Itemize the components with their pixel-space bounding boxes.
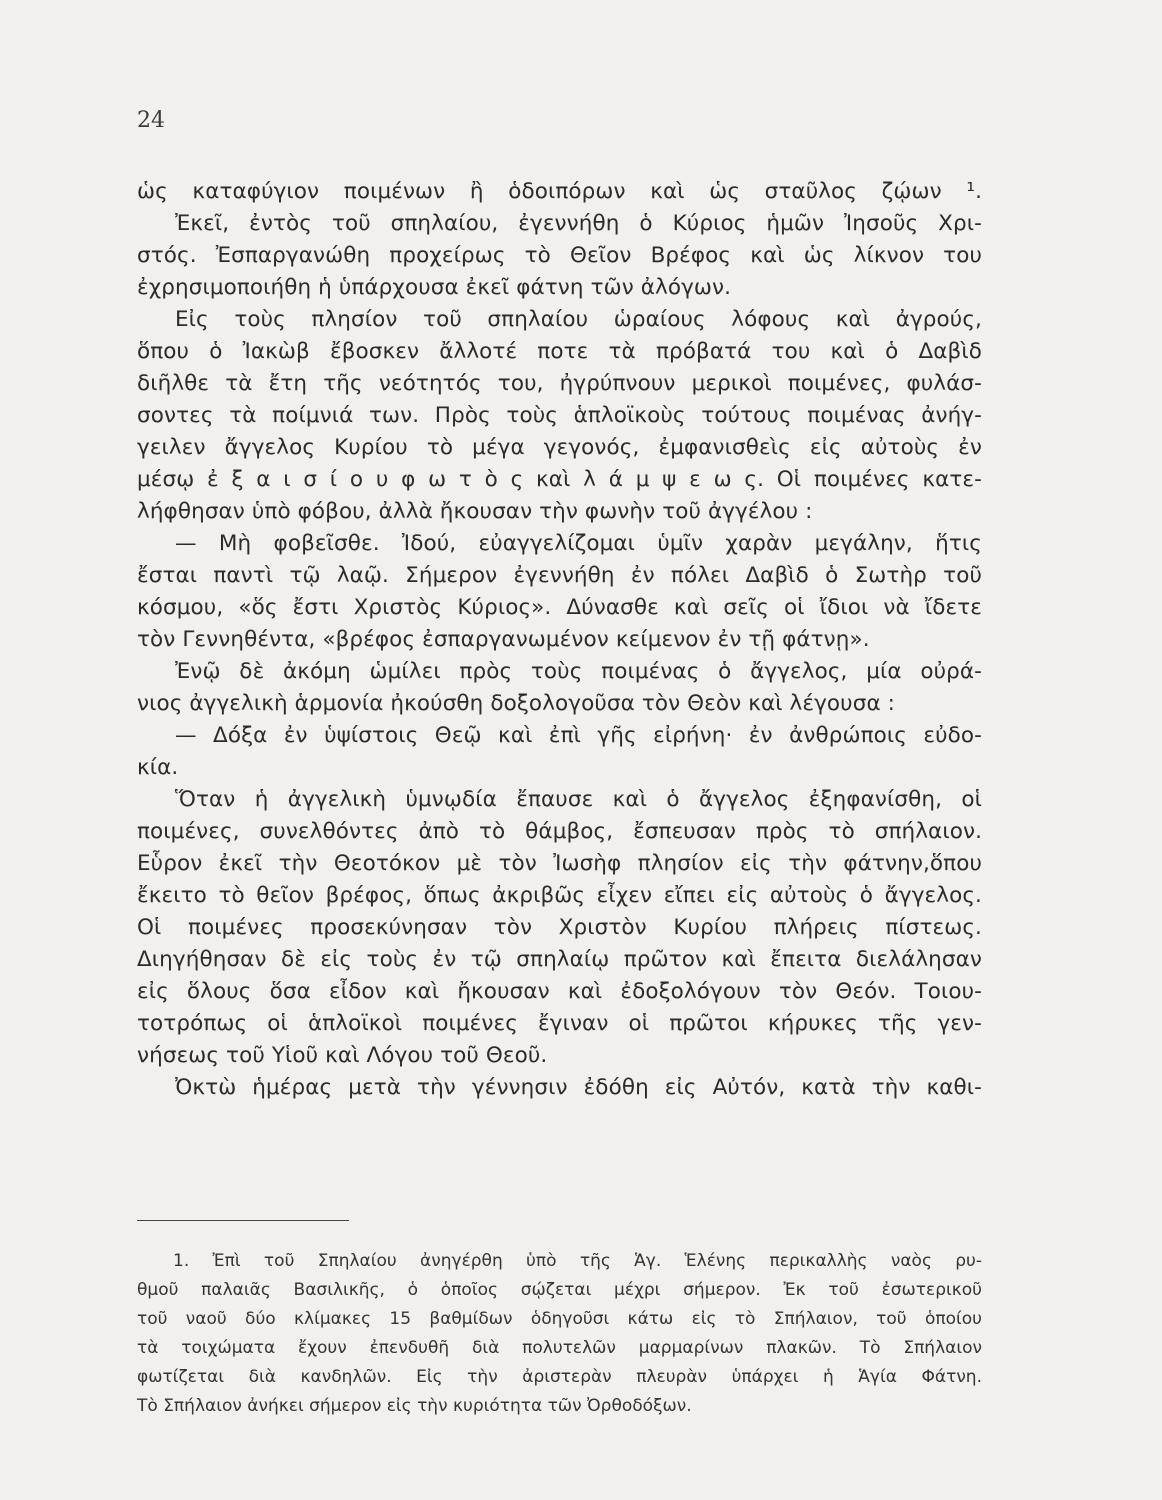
text-line: ποιμένες, συνελθόντες ἀπὸ τὸ θάμβος, ἔσπευσαν πρὸς τὸ σπήλαιον.: [137, 819, 982, 844]
text-line: ἔκειτο τὸ θεῖον βρέφος, ὅπως ἀκριβῶς εἶχεν εἴπει εἰς αὐτοὺς ὁ ἄγγελος.: [137, 883, 982, 908]
text-line: διῆλθε τὰ ἔτη τῆς νεότητός του, ἠγρύπνουν μερικοὶ ποιμένες, φυλάσ-: [137, 371, 982, 396]
text-line: — Δόξα ἐν ὑψίστοις Θεῷ καὶ ἐπὶ γῆς εἰρήνη· ἐν ἀνθρώποις εὐδο-: [175, 723, 982, 748]
text-line: Διηγήθησαν δὲ εἰς τοὺς ἐν τῷ σπηλαίῳ πρῶτον καὶ ἔπειτα διελάλησαν: [137, 947, 982, 972]
text-line: μέσῳ ἐ ξ α ι σ ί ο υ φ ω τ ὸ ς καὶ λ ά μ ψ ε ω ς. Οἱ ποιμένες κατε-: [137, 467, 982, 492]
text-line: νιος ἀγγελικὴ ἁρμονία ἠκούσθη δοξολογοῦσα τὸν Θεὸν καὶ λέγουσα :: [137, 691, 895, 716]
text-line: Ἐνῷ δὲ ἀκόμη ὡμίλει πρὸς τοὺς ποιμένας ὁ ἄγγελος, μία οὐρά-: [175, 659, 982, 684]
main-text: [137, 176, 982, 1104]
text-line: κόσμου, «ὅς ἔστι Χριστὸς Κύριος». Δύνασθε καὶ σεῖς οἱ ἴδιοι νὰ ἴδετε: [137, 595, 982, 620]
text-line: τὸν Γεννηθέντα, «βρέφος ἐσπαργανωμένον κείμενον ἐν τῇ φάτνῃ».: [137, 627, 870, 652]
text-line: ὅπου ὁ Ἰακὼβ ἔβοσκεν ἄλλοτέ ποτε τὰ πρόβατά του καὶ ὁ Δαβὶδ: [137, 339, 982, 364]
footnote-line: θμοῦ παλαιᾶς Βασιλικῆς, ὁ ὁποῖος σῴζεται μέχρι σήμερον. Ἐκ τοῦ ἐσωτερικοῦ: [137, 1280, 982, 1300]
text-line: λήφθησαν ὑπὸ φόβου, ἀλλὰ ἤκουσαν τὴν φωνὴν τοῦ ἀγγέλου :: [137, 499, 813, 524]
footnotes: [137, 1247, 982, 1421]
text-line: κία.: [137, 755, 179, 780]
page-number: 24: [137, 108, 165, 133]
text-line: — Μὴ φοβεῖσθε. Ἰδού, εὐαγγελίζομαι ὑμῖν χαρὰν μεγάλην, ἥτις: [175, 531, 982, 556]
text-line: εἰς ὅλους ὅσα εἶδον καὶ ἤκουσαν καὶ ἐδοξολόγουν τὸν Θεόν. Τοιου-: [137, 979, 982, 1004]
footnote-line: τοῦ ναοῦ δύο κλίμακες 15 βαθμίδων ὁδηγοῦσι κάτω εἰς τὸ Σπήλαιον, τοῦ ὁποίου: [137, 1309, 982, 1329]
footnote-line: 1. Ἐπὶ τοῦ Σπηλαίου ἀνηγέρθη ὑπὸ τῆς Ἁγ. Ἑλένης περικαλλὴς ναὸς ρυ-: [173, 1251, 982, 1271]
text-line: σοντες τὰ ποίμνιά των. Πρὸς τοὺς ἁπλοϊκοὺς τούτους ποιμένας ἀνήγ-: [137, 403, 982, 428]
text-line: Εἰς τοὺς πλησίον τοῦ σπηλαίου ὡραίους λόφους καὶ ἀγρούς,: [175, 307, 982, 332]
footnote-line: φωτίζεται διὰ κανδηλῶν. Εἰς τὴν ἀριστερὰν πλευρὰν ὑπάρχει ἡ Ἁγία Φάτνη.: [137, 1367, 982, 1387]
text-line: Εὗρον ἐκεῖ τὴν Θεοτόκον μὲ τὸν Ἰωσὴφ πλησίον εἰς τὴν φάτνην,ὅπου: [137, 851, 982, 876]
text-line: ἐχρησιμοποιήθη ἡ ὑπάρχουσα ἐκεῖ φάτνη τῶν ἀλόγων.: [137, 275, 732, 300]
text-line: στός. Ἐσπαργανώθη προχείρως τὸ Θεῖον Βρέφος καὶ ὡς λίκνον του: [137, 243, 982, 268]
footnote-line: τὰ τοιχώματα ἔχουν ἐπενδυθῆ διὰ πολυτελῶν μαρμαρίνων πλακῶν. Τὸ Σπήλαιον: [137, 1338, 982, 1358]
text-line: τοτρόπως οἱ ἁπλοϊκοὶ ποιμένες ἔγιναν οἱ πρῶτοι κήρυκες τῆς γεν-: [137, 1011, 982, 1036]
text-line: Ὀκτὼ ἡμέρας μετὰ τὴν γέννησιν ἐδόθη εἰς Αὐτόν, κατὰ τὴν καθι-: [175, 1075, 982, 1100]
text-line: Οἱ ποιμένες προσεκύνησαν τὸν Χριστὸν Κυρίου πλήρεις πίστεως.: [137, 915, 982, 940]
footnote-separator: [137, 1220, 349, 1221]
footnote-line: Τὸ Σπήλαιον ἀνήκει σήμερον εἰς τὴν κυριότητα τῶν Ὀρθοδόξων.: [137, 1396, 692, 1416]
text-line: Ἐκεῖ, ἐντὸς τοῦ σπηλαίου, ἐγεννήθη ὁ Κύριος ἡμῶν Ἰησοῦς Χρι-: [175, 211, 982, 236]
text-line: ἔσται παντὶ τῷ λαῷ. Σήμερον ἐγεννήθη ἐν πόλει Δαβὶδ ὁ Σωτὴρ τοῦ: [137, 563, 982, 588]
text-line: νήσεως τοῦ Υἱοῦ καὶ Λόγου τοῦ Θεοῦ.: [137, 1043, 548, 1068]
text-line: Ὅταν ἡ ἀγγελικὴ ὑμνῳδία ἔπαυσε καὶ ὁ ἄγγελος ἐξηφανίσθη, οἱ: [175, 787, 982, 812]
text-line: γειλεν ἄγγελος Κυρίου τὸ μέγα γεγονός, ἐμφανισθεὶς εἰς αὐτοὺς ἐν: [137, 435, 982, 460]
text-line: ὡς καταφύγιον ποιμένων ἢ ὁδοιπόρων καὶ ὡς σταῦλος ζῴων ¹.: [137, 179, 982, 204]
